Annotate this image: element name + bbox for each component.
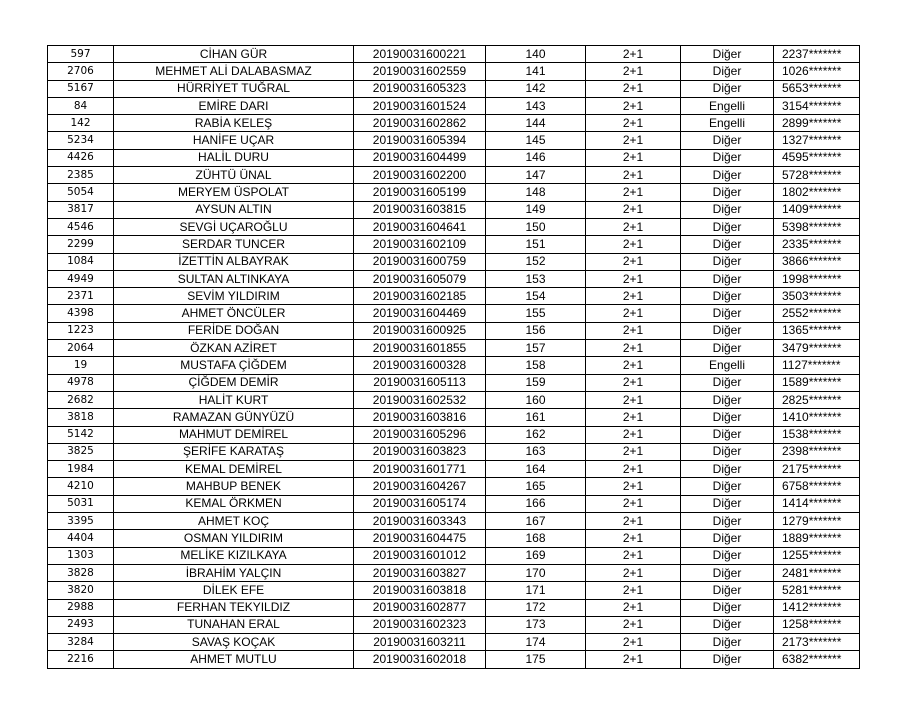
- room-type-cell: 2+1: [586, 357, 681, 374]
- id-no-cell: 6382*******: [774, 651, 860, 668]
- full-name-cell: ZÜHTÜ ÜNAL: [114, 167, 354, 184]
- id-no-cell: 1414*******: [774, 495, 860, 512]
- order-no-cell: 159: [486, 374, 586, 391]
- table-row: [48, 443, 860, 460]
- id-no-cell: 1279*******: [774, 513, 860, 530]
- category-cell: Diğer: [681, 616, 774, 633]
- order-no-cell: 156: [486, 322, 586, 339]
- table-row: [48, 288, 860, 305]
- table-row: [48, 184, 860, 201]
- id-no-cell: 1258*******: [774, 616, 860, 633]
- full-name-cell: AHMET MUTLU: [114, 651, 354, 668]
- category-cell: Diğer: [681, 322, 774, 339]
- table-row: [48, 115, 860, 132]
- table-row: [48, 80, 860, 97]
- room-type-cell: 2+1: [586, 46, 681, 63]
- order-no-cell: 141: [486, 63, 586, 80]
- room-type-cell: 2+1: [586, 132, 681, 149]
- order-no-cell: 168: [486, 530, 586, 547]
- results-table: [47, 45, 860, 669]
- full-name-cell: SERDAR TUNCER: [114, 236, 354, 253]
- room-type-cell: 2+1: [586, 495, 681, 512]
- category-cell: Diğer: [681, 426, 774, 443]
- order-no-cell: 164: [486, 461, 586, 478]
- row-no-cell: 19: [48, 357, 114, 374]
- order-no-cell: 161: [486, 409, 586, 426]
- room-type-cell: 2+1: [586, 651, 681, 668]
- full-name-cell: FERİDE DOĞAN: [114, 322, 354, 339]
- full-name-cell: CİHAN GÜR: [114, 46, 354, 63]
- table-row: [48, 357, 860, 374]
- room-type-cell: 2+1: [586, 115, 681, 132]
- room-type-cell: 2+1: [586, 97, 681, 114]
- application-no-cell: 20190031600221: [354, 46, 486, 63]
- category-cell: Diğer: [681, 270, 774, 287]
- room-type-cell: 2+1: [586, 582, 681, 599]
- category-cell: Diğer: [681, 218, 774, 235]
- id-no-cell: 2552*******: [774, 305, 860, 322]
- order-no-cell: 165: [486, 478, 586, 495]
- order-no-cell: 157: [486, 340, 586, 357]
- document-page: [47, 45, 860, 669]
- table-row: [48, 374, 860, 391]
- category-cell: Engelli: [681, 357, 774, 374]
- table-row: [48, 599, 860, 616]
- results-table-body: [48, 46, 860, 669]
- order-no-cell: 163: [486, 443, 586, 460]
- application-no-cell: 20190031604267: [354, 478, 486, 495]
- order-no-cell: 147: [486, 167, 586, 184]
- room-type-cell: 2+1: [586, 201, 681, 218]
- id-no-cell: 1802*******: [774, 184, 860, 201]
- row-no-cell: 142: [48, 115, 114, 132]
- order-no-cell: 151: [486, 236, 586, 253]
- category-cell: Diğer: [681, 46, 774, 63]
- room-type-cell: 2+1: [586, 409, 681, 426]
- category-cell: Diğer: [681, 149, 774, 166]
- room-type-cell: 2+1: [586, 340, 681, 357]
- room-type-cell: 2+1: [586, 547, 681, 564]
- application-no-cell: 20190031605323: [354, 80, 486, 97]
- id-no-cell: 4595*******: [774, 149, 860, 166]
- row-no-cell: 2064: [48, 340, 114, 357]
- row-no-cell: 3395: [48, 513, 114, 530]
- category-cell: Diğer: [681, 305, 774, 322]
- category-cell: Diğer: [681, 288, 774, 305]
- category-cell: Engelli: [681, 115, 774, 132]
- row-no-cell: 4546: [48, 218, 114, 235]
- id-no-cell: 1409*******: [774, 201, 860, 218]
- full-name-cell: TUNAHAN ERAL: [114, 616, 354, 633]
- full-name-cell: EMİRE DARI: [114, 97, 354, 114]
- row-no-cell: 4978: [48, 374, 114, 391]
- order-no-cell: 171: [486, 582, 586, 599]
- row-no-cell: 4210: [48, 478, 114, 495]
- order-no-cell: 155: [486, 305, 586, 322]
- application-no-cell: 20190031603816: [354, 409, 486, 426]
- room-type-cell: 2+1: [586, 80, 681, 97]
- table-row: [48, 253, 860, 270]
- category-cell: Diğer: [681, 201, 774, 218]
- table-row: [48, 547, 860, 564]
- table-row: [48, 218, 860, 235]
- id-no-cell: 1127*******: [774, 357, 860, 374]
- table-row: [48, 409, 860, 426]
- full-name-cell: HÜRRİYET TUĞRAL: [114, 80, 354, 97]
- full-name-cell: DİLEK EFE: [114, 582, 354, 599]
- room-type-cell: 2+1: [586, 288, 681, 305]
- order-no-cell: 142: [486, 80, 586, 97]
- application-no-cell: 20190031605079: [354, 270, 486, 287]
- room-type-cell: 2+1: [586, 616, 681, 633]
- application-no-cell: 20190031605113: [354, 374, 486, 391]
- table-row: [48, 322, 860, 339]
- id-no-cell: 2899*******: [774, 115, 860, 132]
- id-no-cell: 1410*******: [774, 409, 860, 426]
- category-cell: Diğer: [681, 80, 774, 97]
- row-no-cell: 1984: [48, 461, 114, 478]
- row-no-cell: 2988: [48, 599, 114, 616]
- id-no-cell: 5398*******: [774, 218, 860, 235]
- row-no-cell: 4949: [48, 270, 114, 287]
- full-name-cell: ÇİĞDEM DEMİR: [114, 374, 354, 391]
- row-no-cell: 1223: [48, 322, 114, 339]
- category-cell: Diğer: [681, 63, 774, 80]
- full-name-cell: AHMET KOÇ: [114, 513, 354, 530]
- application-no-cell: 20190031603211: [354, 634, 486, 651]
- id-no-cell: 1538*******: [774, 426, 860, 443]
- full-name-cell: MAHBUP BENEK: [114, 478, 354, 495]
- id-no-cell: 2335*******: [774, 236, 860, 253]
- room-type-cell: 2+1: [586, 374, 681, 391]
- order-no-cell: 174: [486, 634, 586, 651]
- table-row: [48, 495, 860, 512]
- row-no-cell: 2493: [48, 616, 114, 633]
- row-no-cell: 3828: [48, 564, 114, 581]
- row-no-cell: 5142: [48, 426, 114, 443]
- row-no-cell: 2371: [48, 288, 114, 305]
- category-cell: Diğer: [681, 599, 774, 616]
- table-row: [48, 201, 860, 218]
- table-row: [48, 634, 860, 651]
- application-no-cell: 20190031605394: [354, 132, 486, 149]
- full-name-cell: SEVGİ UÇAROĞLU: [114, 218, 354, 235]
- room-type-cell: 2+1: [586, 270, 681, 287]
- application-no-cell: 20190031602877: [354, 599, 486, 616]
- order-no-cell: 175: [486, 651, 586, 668]
- id-no-cell: 2175*******: [774, 461, 860, 478]
- application-no-cell: 20190031603823: [354, 443, 486, 460]
- table-row: [48, 149, 860, 166]
- order-no-cell: 143: [486, 97, 586, 114]
- table-row: [48, 391, 860, 408]
- room-type-cell: 2+1: [586, 184, 681, 201]
- full-name-cell: İZETTİN ALBAYRAK: [114, 253, 354, 270]
- order-no-cell: 145: [486, 132, 586, 149]
- row-no-cell: 3817: [48, 201, 114, 218]
- row-no-cell: 5234: [48, 132, 114, 149]
- id-no-cell: 2825*******: [774, 391, 860, 408]
- full-name-cell: OSMAN YILDIRIM: [114, 530, 354, 547]
- application-no-cell: 20190031604641: [354, 218, 486, 235]
- id-no-cell: 1026*******: [774, 63, 860, 80]
- table-row: [48, 530, 860, 547]
- application-no-cell: 20190031600925: [354, 322, 486, 339]
- room-type-cell: 2+1: [586, 253, 681, 270]
- id-no-cell: 3154*******: [774, 97, 860, 114]
- application-no-cell: 20190031604499: [354, 149, 486, 166]
- row-no-cell: 2299: [48, 236, 114, 253]
- application-no-cell: 20190031602018: [354, 651, 486, 668]
- order-no-cell: 160: [486, 391, 586, 408]
- id-no-cell: 5281*******: [774, 582, 860, 599]
- order-no-cell: 152: [486, 253, 586, 270]
- room-type-cell: 2+1: [586, 634, 681, 651]
- id-no-cell: 1889*******: [774, 530, 860, 547]
- order-no-cell: 150: [486, 218, 586, 235]
- full-name-cell: SAVAŞ KOÇAK: [114, 634, 354, 651]
- category-cell: Diğer: [681, 513, 774, 530]
- row-no-cell: 2682: [48, 391, 114, 408]
- order-no-cell: 158: [486, 357, 586, 374]
- application-no-cell: 20190031601524: [354, 97, 486, 114]
- row-no-cell: 1084: [48, 253, 114, 270]
- room-type-cell: 2+1: [586, 167, 681, 184]
- full-name-cell: HALİT KURT: [114, 391, 354, 408]
- full-name-cell: SEVİM YILDIRIM: [114, 288, 354, 305]
- category-cell: Diğer: [681, 374, 774, 391]
- row-no-cell: 4404: [48, 530, 114, 547]
- id-no-cell: 1365*******: [774, 322, 860, 339]
- application-no-cell: 20190031602323: [354, 616, 486, 633]
- order-no-cell: 148: [486, 184, 586, 201]
- category-cell: Diğer: [681, 409, 774, 426]
- row-no-cell: 4426: [48, 149, 114, 166]
- category-cell: Diğer: [681, 391, 774, 408]
- table-row: [48, 97, 860, 114]
- id-no-cell: 2237*******: [774, 46, 860, 63]
- full-name-cell: RAMAZAN GÜNYÜZÜ: [114, 409, 354, 426]
- full-name-cell: AHMET ÖNCÜLER: [114, 305, 354, 322]
- full-name-cell: HANİFE UÇAR: [114, 132, 354, 149]
- order-no-cell: 173: [486, 616, 586, 633]
- full-name-cell: SULTAN ALTINKAYA: [114, 270, 354, 287]
- category-cell: Diğer: [681, 530, 774, 547]
- category-cell: Diğer: [681, 478, 774, 495]
- room-type-cell: 2+1: [586, 236, 681, 253]
- application-no-cell: 20190031603815: [354, 201, 486, 218]
- row-no-cell: 3825: [48, 443, 114, 460]
- row-no-cell: 5167: [48, 80, 114, 97]
- full-name-cell: RABİA KELEŞ: [114, 115, 354, 132]
- full-name-cell: MERYEM ÜSPOLAT: [114, 184, 354, 201]
- category-cell: Engelli: [681, 97, 774, 114]
- order-no-cell: 153: [486, 270, 586, 287]
- id-no-cell: 5653*******: [774, 80, 860, 97]
- id-no-cell: 1998*******: [774, 270, 860, 287]
- id-no-cell: 1412*******: [774, 599, 860, 616]
- row-no-cell: 2385: [48, 167, 114, 184]
- order-no-cell: 144: [486, 115, 586, 132]
- room-type-cell: 2+1: [586, 513, 681, 530]
- row-no-cell: 2706: [48, 63, 114, 80]
- room-type-cell: 2+1: [586, 443, 681, 460]
- full-name-cell: ŞERİFE KARATAŞ: [114, 443, 354, 460]
- room-type-cell: 2+1: [586, 322, 681, 339]
- order-no-cell: 172: [486, 599, 586, 616]
- application-no-cell: 20190031602559: [354, 63, 486, 80]
- application-no-cell: 20190031602109: [354, 236, 486, 253]
- order-no-cell: 167: [486, 513, 586, 530]
- id-no-cell: 2398*******: [774, 443, 860, 460]
- room-type-cell: 2+1: [586, 530, 681, 547]
- full-name-cell: AYSUN ALTIN: [114, 201, 354, 218]
- id-no-cell: 3503*******: [774, 288, 860, 305]
- category-cell: Diğer: [681, 167, 774, 184]
- application-no-cell: 20190031600328: [354, 357, 486, 374]
- category-cell: Diğer: [681, 495, 774, 512]
- room-type-cell: 2+1: [586, 478, 681, 495]
- application-no-cell: 20190031604475: [354, 530, 486, 547]
- order-no-cell: 146: [486, 149, 586, 166]
- category-cell: Diğer: [681, 184, 774, 201]
- room-type-cell: 2+1: [586, 149, 681, 166]
- category-cell: Diğer: [681, 132, 774, 149]
- table-row: [48, 63, 860, 80]
- row-no-cell: 1303: [48, 547, 114, 564]
- row-no-cell: 5054: [48, 184, 114, 201]
- category-cell: Diğer: [681, 236, 774, 253]
- table-row: [48, 340, 860, 357]
- id-no-cell: 6758*******: [774, 478, 860, 495]
- order-no-cell: 149: [486, 201, 586, 218]
- room-type-cell: 2+1: [586, 599, 681, 616]
- table-row: [48, 513, 860, 530]
- table-row: [48, 236, 860, 253]
- table-row: [48, 461, 860, 478]
- table-row: [48, 564, 860, 581]
- full-name-cell: MELİKE KIZILKAYA: [114, 547, 354, 564]
- row-no-cell: 84: [48, 97, 114, 114]
- application-no-cell: 20190031601012: [354, 547, 486, 564]
- full-name-cell: İBRAHİM YALÇIN: [114, 564, 354, 581]
- full-name-cell: MAHMUT DEMİREL: [114, 426, 354, 443]
- application-no-cell: 20190031605296: [354, 426, 486, 443]
- row-no-cell: 3284: [48, 634, 114, 651]
- row-no-cell: 2216: [48, 651, 114, 668]
- table-row: [48, 46, 860, 63]
- order-no-cell: 140: [486, 46, 586, 63]
- table-row: [48, 305, 860, 322]
- table-row: [48, 132, 860, 149]
- category-cell: Diğer: [681, 651, 774, 668]
- table-row: [48, 478, 860, 495]
- application-no-cell: 20190031602862: [354, 115, 486, 132]
- room-type-cell: 2+1: [586, 391, 681, 408]
- table-row: [48, 616, 860, 633]
- application-no-cell: 20190031605199: [354, 184, 486, 201]
- table-row: [48, 167, 860, 184]
- order-no-cell: 162: [486, 426, 586, 443]
- full-name-cell: HALİL DURU: [114, 149, 354, 166]
- row-no-cell: 3820: [48, 582, 114, 599]
- id-no-cell: 1327*******: [774, 132, 860, 149]
- id-no-cell: 2173*******: [774, 634, 860, 651]
- room-type-cell: 2+1: [586, 63, 681, 80]
- application-no-cell: 20190031603827: [354, 564, 486, 581]
- application-no-cell: 20190031603343: [354, 513, 486, 530]
- category-cell: Diğer: [681, 461, 774, 478]
- order-no-cell: 166: [486, 495, 586, 512]
- row-no-cell: 4398: [48, 305, 114, 322]
- application-no-cell: 20190031601855: [354, 340, 486, 357]
- full-name-cell: FERHAN TEKYILDIZ: [114, 599, 354, 616]
- category-cell: Diğer: [681, 582, 774, 599]
- id-no-cell: 3866*******: [774, 253, 860, 270]
- id-no-cell: 5728*******: [774, 167, 860, 184]
- id-no-cell: 1255*******: [774, 547, 860, 564]
- full-name-cell: KEMAL ÖRKMEN: [114, 495, 354, 512]
- full-name-cell: MUSTAFA ÇİĞDEM: [114, 357, 354, 374]
- room-type-cell: 2+1: [586, 461, 681, 478]
- category-cell: Diğer: [681, 340, 774, 357]
- table-row: [48, 582, 860, 599]
- table-row: [48, 270, 860, 287]
- application-no-cell: 20190031602532: [354, 391, 486, 408]
- application-no-cell: 20190031602200: [354, 167, 486, 184]
- application-no-cell: 20190031601771: [354, 461, 486, 478]
- application-no-cell: 20190031604469: [354, 305, 486, 322]
- row-no-cell: 3818: [48, 409, 114, 426]
- full-name-cell: MEHMET ALİ DALABASMAZ: [114, 63, 354, 80]
- category-cell: Diğer: [681, 253, 774, 270]
- application-no-cell: 20190031603818: [354, 582, 486, 599]
- category-cell: Diğer: [681, 634, 774, 651]
- application-no-cell: 20190031605174: [354, 495, 486, 512]
- order-no-cell: 154: [486, 288, 586, 305]
- id-no-cell: 3479*******: [774, 340, 860, 357]
- full-name-cell: KEMAL DEMİREL: [114, 461, 354, 478]
- table-row: [48, 651, 860, 668]
- id-no-cell: 1589*******: [774, 374, 860, 391]
- room-type-cell: 2+1: [586, 426, 681, 443]
- full-name-cell: ÖZKAN AZİRET: [114, 340, 354, 357]
- category-cell: Diğer: [681, 564, 774, 581]
- row-no-cell: 597: [48, 46, 114, 63]
- table-row: [48, 426, 860, 443]
- room-type-cell: 2+1: [586, 305, 681, 322]
- category-cell: Diğer: [681, 443, 774, 460]
- room-type-cell: 2+1: [586, 564, 681, 581]
- application-no-cell: 20190031600759: [354, 253, 486, 270]
- row-no-cell: 5031: [48, 495, 114, 512]
- category-cell: Diğer: [681, 547, 774, 564]
- order-no-cell: 169: [486, 547, 586, 564]
- order-no-cell: 170: [486, 564, 586, 581]
- application-no-cell: 20190031602185: [354, 288, 486, 305]
- room-type-cell: 2+1: [586, 218, 681, 235]
- id-no-cell: 2481*******: [774, 564, 860, 581]
